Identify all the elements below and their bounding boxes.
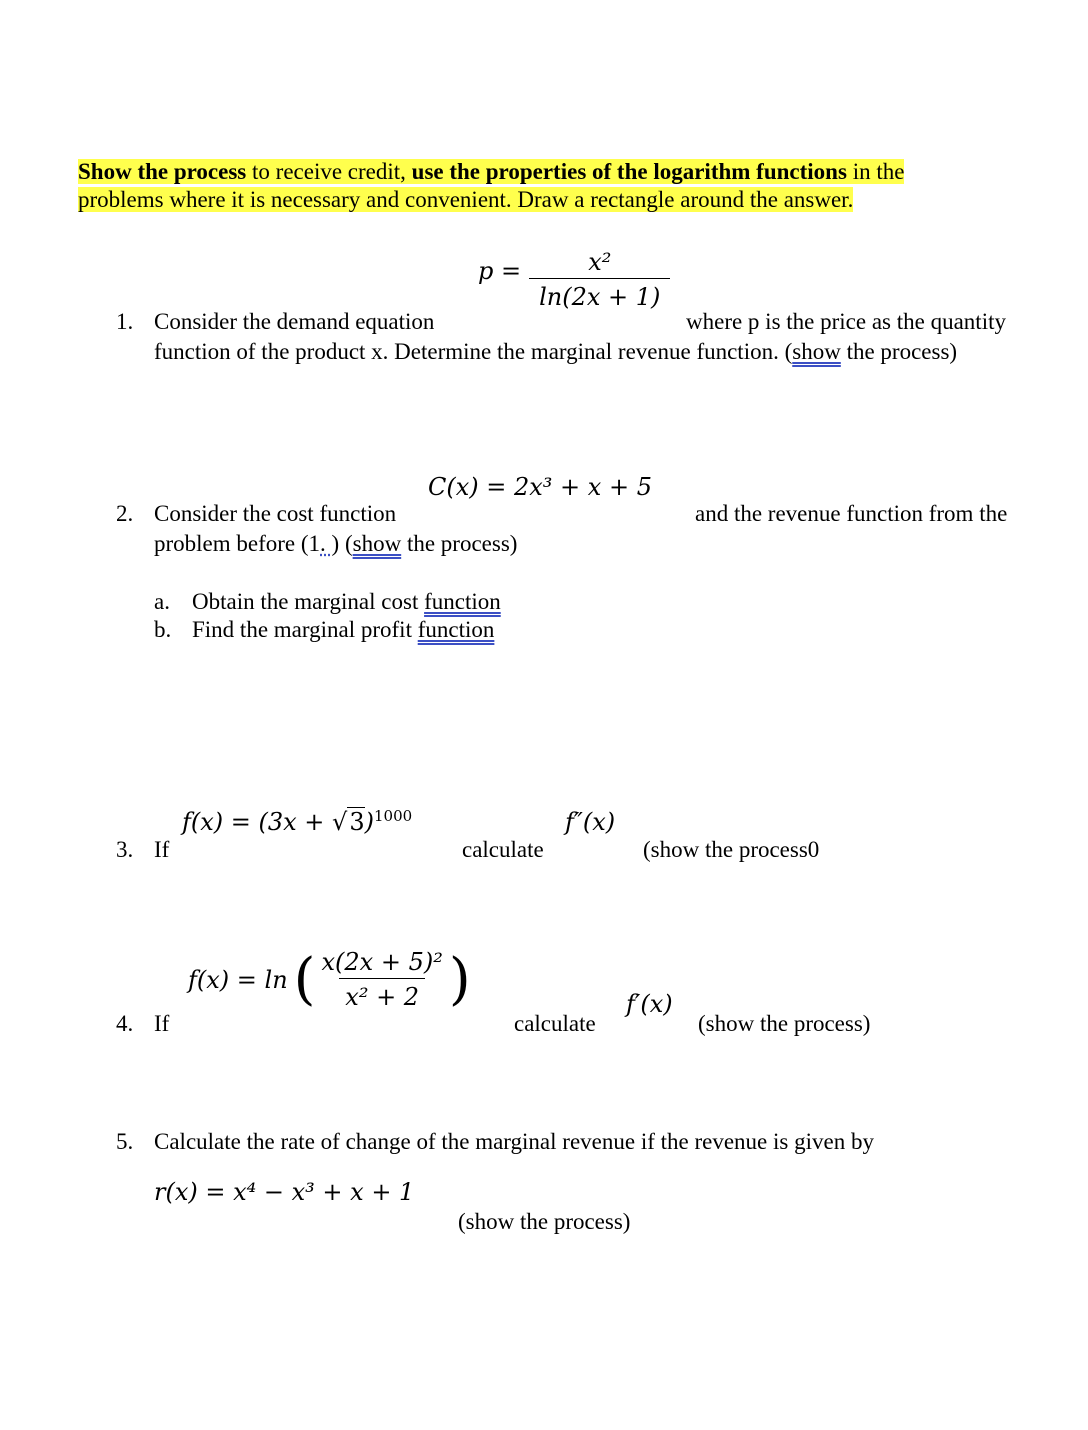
problem-1-line2-b: the process)	[840, 339, 958, 364]
problem-4-mid: calculate	[514, 1011, 596, 1036]
instructions-line1	[78, 159, 904, 184]
problem-1-tail: where p is the price as the quantity	[686, 309, 1006, 334]
problem-4-number: 4.	[116, 1011, 134, 1036]
problem-1-number: 1.	[116, 309, 134, 334]
problem-2-line2-dot: .	[320, 531, 332, 556]
instructions-bold-properties: use the properties of the logarithm functions	[411, 159, 847, 184]
instructions	[78, 158, 904, 214]
problem-4-denominator: x² + 2	[339, 978, 425, 1011]
problem-2-lead: Consider the cost function	[154, 501, 397, 526]
problem-2a-text-a: Obtain the marginal cost	[192, 589, 425, 614]
problem-1-lead: Consider the demand equation	[154, 309, 435, 334]
problem-4-eq-lhs: f(x) = ln	[188, 965, 288, 994]
problem-3-lead: If	[154, 837, 170, 862]
problem-2-line2-c: the process)	[401, 531, 518, 556]
problem-2-tail: and the revenue function from the	[695, 501, 1008, 526]
problem-1-numerator: x²	[588, 248, 612, 276]
problem-1-eq-lhs: p =	[478, 256, 522, 285]
problem-2-equation: C(x) = 2x³ + x + 5	[428, 473, 652, 501]
problem-3-eq-b: )	[364, 808, 374, 836]
problem-5-lead: Calculate the rate of change of the marginal revenue if the revenue is given by	[154, 1129, 874, 1154]
instructions-line2: problems where it is necessary and convenient. Draw a rectangle around the answer.	[78, 187, 854, 212]
problem-4-lead: If	[154, 1011, 170, 1036]
problem-3-mid: calculate	[462, 837, 544, 862]
problem-2a-letter: a.	[154, 589, 170, 614]
problem-1-equation	[478, 248, 670, 311]
problem-3-number: 3.	[116, 837, 134, 862]
problem-1-denominator: ln(2x + 1)	[529, 278, 670, 311]
problem-2-show: show	[352, 531, 402, 556]
problem-4-eq2: f′(x)	[626, 990, 673, 1018]
problem-4-equation	[188, 948, 471, 1011]
problem-3-exponent: 1000	[374, 807, 413, 825]
problem-1-fraction	[529, 248, 670, 311]
problem-3-tail: (show the process0	[643, 837, 820, 862]
problem-4-right-paren: )	[448, 946, 471, 1012]
instructions-text2: in the	[846, 159, 905, 184]
problem-1-show: show	[792, 339, 841, 364]
problem-5-tail: (show the process)	[458, 1209, 631, 1234]
instructions-bold-show: Show the process	[78, 159, 247, 184]
problem-5-equation: r(x) = x⁴ − x³ + x + 1	[154, 1178, 415, 1206]
problem-3-equation	[182, 808, 412, 836]
problem-3-radicand: 3	[349, 808, 365, 836]
problem-3-sqrt-sign: √	[332, 808, 348, 836]
problem-2b-text-a: Find the marginal profit	[192, 617, 418, 642]
problem-2b-function: function	[417, 617, 495, 642]
problem-4-tail: (show the process)	[698, 1011, 871, 1036]
problem-2-line2	[154, 530, 517, 558]
problem-5-number: 5.	[116, 1129, 134, 1154]
problem-4-fraction	[316, 948, 449, 1011]
problem-2-line2-b: ) (	[331, 531, 353, 556]
problem-2a-function: function	[424, 589, 501, 614]
problem-3-eq2: f″(x)	[565, 808, 616, 836]
problem-2-number: 2.	[116, 501, 134, 526]
problem-4-numerator: x(2x + 5)²	[321, 948, 443, 976]
problem-1-line2	[154, 338, 957, 366]
instructions-text1: to receive credit,	[246, 159, 412, 184]
problem-1-line2-a: function of the product x. Determine the marginal revenue function. (	[154, 339, 793, 364]
problem-4-left-paren: (	[293, 946, 316, 1012]
problem-3-eq-a: f(x) = (3x +	[182, 808, 333, 836]
problem-2b-letter: b.	[154, 617, 172, 642]
problem-2a-text	[192, 588, 501, 616]
problem-2b-text	[192, 616, 494, 644]
problem-2-line2-a: problem before (1	[154, 531, 321, 556]
